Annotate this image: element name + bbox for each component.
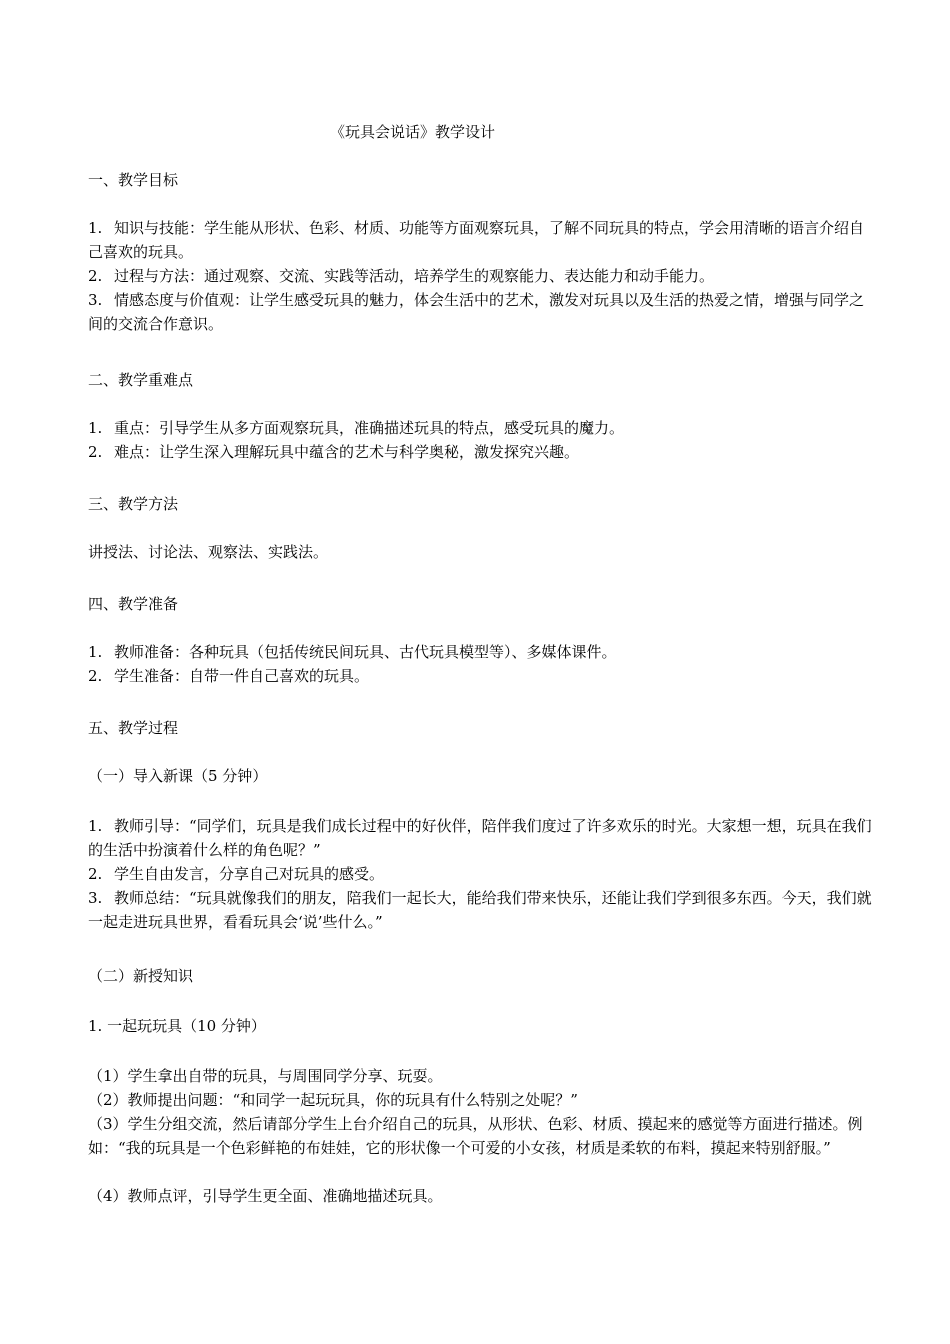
item-number: 3. [88,291,103,309]
list-item [88,886,878,934]
list-item: （3）学生分组交流，然后请部分学生上台介绍自己的玩具，从形状、色彩、材质、摸起来的感觉等方面进行描述。例如：“我的玩具是一个色彩鲜艳的布娃娃，它的形状像一个可爱的小女孩，材质是柔软的布料，摸起来特别舒服。” [88,1115,863,1157]
subsection-heading-intro: （一）导入新课（5 分钟） [88,767,268,785]
item-number: 2. [88,267,103,285]
document-title: 《玩具会说话》教学设计 [330,123,496,141]
item-text: 学生准备：自带一件自己喜欢的玩具。 [114,667,370,685]
list-item [88,640,617,664]
subsection-heading-new-knowledge: （二）新授知识 [88,967,194,985]
list-item: （1）学生拿出自带的玩具，与周围同学分享、玩耍。 [88,1067,443,1085]
methods-text: 讲授法、讨论法、观察法、实践法。 [88,543,329,561]
item-text: 难点：让学生深入理解玩具中蕴含的艺术与科学奥秘，激发探究兴趣。 [114,443,580,461]
item-text: 学生自由发言，分享自己对玩具的感受。 [114,865,385,883]
section-heading-preparation: 四、教学准备 [88,595,179,613]
section-heading-methods: 三、教学方法 [88,495,179,513]
item-text: 知识与技能：学生能从形状、色彩、材质、功能等方面观察玩具，了解不同玩具的特点，学会用清晰的语言介绍自己喜欢的玩具。 [88,219,865,261]
list-item [88,288,878,336]
section-heading-process: 五、教学过程 [88,719,179,737]
item-text: 过程与方法：通过观察、交流、实践等活动，培养学生的观察能力、表达能力和动手能力。 [114,267,715,285]
item-text: 重点：引导学生从多方面观察玩具，准确描述玩具的特点，感受玩具的魔力。 [114,419,625,437]
list-item [88,216,878,264]
item-number: 1. [88,817,103,835]
item-number: 2. [88,443,103,461]
item-text: 教师总结：“玩具就像我们的朋友，陪我们一起长大，能给我们带来快乐，还能让我们学到很多东西。今天，我们就一起走进玩具世界，看看玩具会‘说’些什么。” [88,889,872,931]
list-item [88,264,714,288]
item-number: 3. [88,889,103,907]
list-item: （2）教师提出问题：“和同学一起玩玩具，你的玩具有什么特别之处呢？” [88,1091,578,1109]
list-item [88,862,384,886]
item-number: 2. [88,865,103,883]
list-item [88,814,878,862]
item-text: 教师准备：各种玩具（包括传统民间玩具、古代玩具模型等）、多媒体课件。 [114,643,617,661]
item-text: 教师引导：“同学们，玩具是我们成长过程中的好伙伴，陪伴我们度过了许多欢乐的时光。大家想一想，玩具在我们的生活中扮演着什么样的角色呢？” [88,817,872,859]
section-heading-key-points: 二、教学重难点 [88,371,194,389]
item-number: 1. [88,419,103,437]
item-number: 2. [88,667,103,685]
item-number: 1. [88,643,103,661]
list-item [88,440,579,464]
list-item: （4）教师点评，引导学生更全面、准确地描述玩具。 [88,1187,443,1205]
list-item [88,416,624,440]
item-text: 情感态度与价值观：让学生感受玩具的魅力，体会生活中的艺术，激发对玩具以及生活的热爱之情，增强与同学之间的交流合作意识。 [88,291,865,333]
part-heading-play-toys: 1. 一起玩玩具（10 分钟） [88,1017,266,1035]
section-heading-objectives: 一、教学目标 [88,171,179,189]
list-item [88,664,369,688]
item-number: 1. [88,219,103,237]
